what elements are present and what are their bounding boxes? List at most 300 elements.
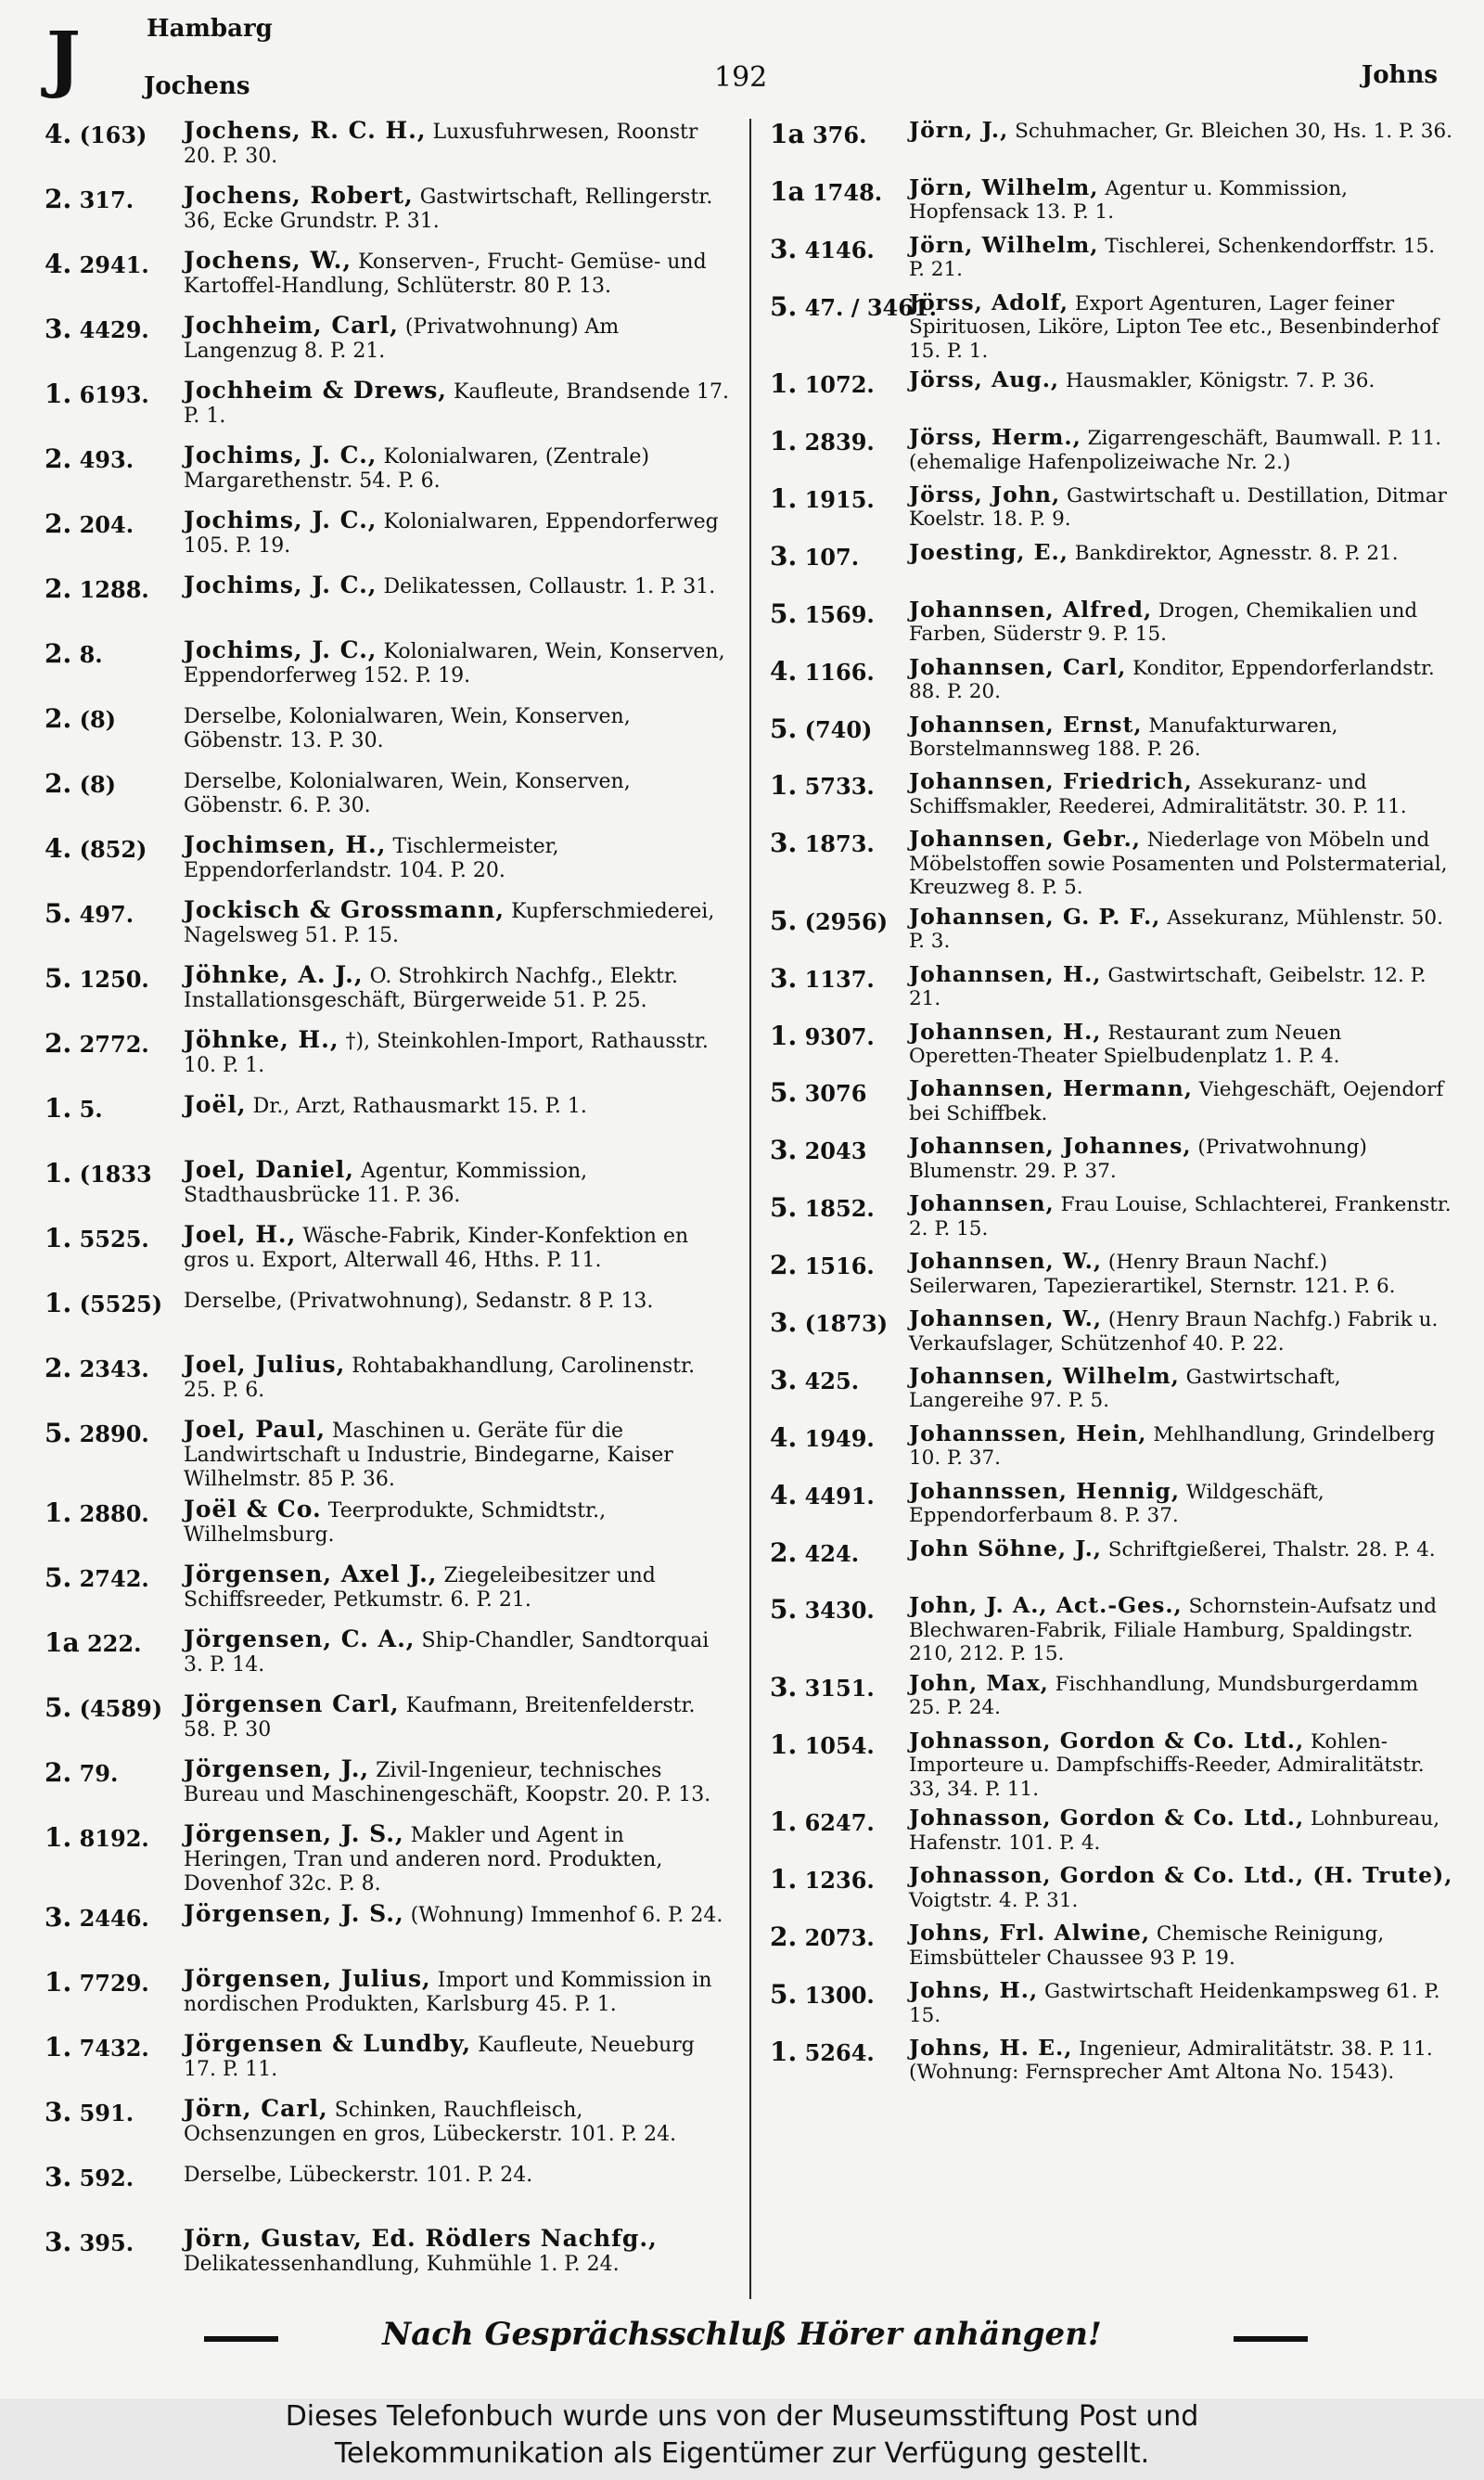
entry-exchange-zone: 3. bbox=[770, 1135, 798, 1166]
entry-body bbox=[184, 1562, 731, 1613]
entry-body bbox=[184, 379, 731, 429]
entry-body bbox=[909, 903, 1456, 954]
directory-entry bbox=[45, 963, 731, 1022]
entry-number: 1569. bbox=[804, 600, 875, 628]
header-last-name: Johns bbox=[1361, 61, 1438, 89]
entry-exchange-zone: 1a bbox=[770, 119, 805, 149]
entry-body bbox=[909, 1135, 1456, 1183]
entry-phone-number bbox=[45, 1497, 184, 1528]
entry-phone-number bbox=[45, 2227, 184, 2257]
entry-name: Joel, Daniel, bbox=[184, 1156, 354, 1183]
entry-exchange-zone: 2. bbox=[45, 1028, 72, 1059]
entry-name: Jörgensen, J., bbox=[184, 1755, 370, 1782]
entry-number: (163) bbox=[79, 122, 147, 148]
entry-number: 1915. bbox=[804, 485, 875, 513]
entry-number: 1250. bbox=[79, 966, 149, 993]
entry-exchange-zone: 1. bbox=[45, 1288, 72, 1318]
entry-exchange-zone: 1. bbox=[45, 1158, 72, 1189]
entry-details: Wildgeschäft, Eppendorferbaum 8. P. 37. bbox=[909, 1480, 1324, 1528]
entry-name: Jochimsen, H., bbox=[184, 831, 387, 858]
entry-name: Johnasson, Gordon & Co. Ltd., bbox=[909, 1805, 1305, 1831]
section-letter: J bbox=[46, 17, 81, 101]
entry-body bbox=[909, 960, 1456, 1011]
entry-number: 1748. bbox=[812, 178, 883, 206]
entry-exchange-zone: 2. bbox=[45, 508, 72, 539]
directory-entry bbox=[45, 119, 731, 178]
entry-exchange-zone: 1. bbox=[45, 2032, 72, 2062]
entry-name: Jochims, J. C., bbox=[184, 572, 377, 598]
entry-phone-number bbox=[770, 1021, 909, 1051]
entry-body bbox=[184, 2162, 731, 2188]
entry-phone-number bbox=[45, 768, 184, 799]
entry-details: Kaufleute, Brandsende 17. P. 1. bbox=[184, 380, 730, 428]
entry-details: †), Steinkohlen-Import, Rathausstr. 10. P. 1. bbox=[184, 1030, 709, 1077]
entry-body bbox=[184, 1223, 731, 1273]
entry-name: Jörss, Herm., bbox=[909, 424, 1081, 451]
entry-name: Jochens, W., bbox=[184, 247, 352, 274]
entry-exchange-zone: 1. bbox=[45, 379, 72, 409]
entry-exchange-zone: 2. bbox=[770, 1250, 798, 1281]
entry-number: 592. bbox=[79, 2165, 134, 2191]
entry-number: 5264. bbox=[804, 2038, 875, 2066]
entry-number: 4429. bbox=[79, 316, 149, 343]
entry-details: Zivil-Ingenieur, technisches Bureau und Maschinengeschäft, Koopstr. 20. P. 13. bbox=[184, 1759, 711, 1806]
directory-entry bbox=[770, 1669, 1456, 1724]
entry-name: Joel, Paul, bbox=[184, 1416, 326, 1443]
directory-entry bbox=[770, 1864, 1456, 1916]
entry-details: Hausmakler, Königstr. 7. P. 36. bbox=[1065, 369, 1375, 393]
entry-phone-number bbox=[770, 828, 909, 858]
entry-phone-number bbox=[45, 1822, 184, 1853]
entry-exchange-zone: 4. bbox=[770, 1421, 798, 1453]
entry-phone-number bbox=[45, 573, 184, 604]
entry-phone-number bbox=[770, 1537, 909, 1568]
directory-entry bbox=[770, 1422, 1456, 1474]
entry-exchange-zone: 1. bbox=[770, 1864, 798, 1895]
entry-body bbox=[909, 1192, 1456, 1240]
entry-exchange-zone: 2. bbox=[45, 1353, 72, 1383]
entry-name: John Söhne, J., bbox=[909, 1535, 1102, 1561]
entry-details: Agentur, Kommission, Stadthausbrücke 11. P. 36. bbox=[184, 1160, 588, 1207]
entry-exchange-zone: 4. bbox=[45, 119, 72, 149]
entry-exchange-zone: 4. bbox=[45, 249, 72, 279]
entry-exchange-zone: 2. bbox=[45, 703, 72, 734]
directory-entry bbox=[45, 508, 731, 568]
header-first-name: Jochens bbox=[144, 72, 250, 100]
entry-number: 5. bbox=[79, 1096, 103, 1123]
entry-phone-number bbox=[45, 1967, 184, 1998]
entry-phone-number bbox=[770, 656, 909, 687]
directory-entry bbox=[45, 2227, 731, 2286]
entry-number: (4589) bbox=[79, 1695, 163, 1722]
entry-name: Joël, bbox=[184, 1091, 247, 1118]
entry-exchange-zone: 4. bbox=[45, 833, 72, 864]
entry-name: Jörss, Aug., bbox=[909, 366, 1060, 393]
entry-details: Drogen, Chemikalien und Farben, Süderstr 9. P. 15. bbox=[909, 598, 1418, 647]
entry-number: 8. bbox=[79, 641, 103, 668]
entry-details: Zigarrengeschäft, Baumwall. P. 11. (ehemalige Hafenpolizeiwache Nr. 2.) bbox=[909, 427, 1442, 474]
entry-number: (740) bbox=[804, 715, 873, 743]
directory-entry bbox=[45, 249, 731, 308]
entry-number: (8) bbox=[79, 771, 117, 798]
entry-details: Kolonialwaren, Eppendorferweg 105. P. 19. bbox=[184, 510, 719, 558]
entry-phone-number bbox=[770, 2037, 909, 2067]
entry-phone-number bbox=[45, 703, 184, 734]
entry-exchange-zone: 3. bbox=[45, 2227, 72, 2257]
entry-body bbox=[909, 1018, 1456, 1069]
entry-exchange-zone: 5. bbox=[770, 905, 798, 936]
directory-entry bbox=[770, 1077, 1456, 1129]
directory-entry bbox=[45, 314, 731, 373]
entry-body bbox=[184, 1902, 731, 1928]
entry-body bbox=[909, 538, 1456, 566]
entry-exchange-zone: 3. bbox=[770, 828, 798, 859]
entry-phone-number bbox=[45, 1692, 184, 1723]
entry-name: Jörss, Adolf, bbox=[909, 289, 1069, 315]
entry-number: 4491. bbox=[804, 1482, 875, 1510]
entry-details: Derselbe, (Privatwohnung), Sedanstr. 8 P. 13. bbox=[184, 1290, 654, 1313]
entry-body bbox=[909, 368, 1456, 393]
entry-body bbox=[184, 1967, 731, 2017]
entry-number: 376. bbox=[812, 122, 867, 148]
entry-number: 2772. bbox=[79, 1031, 149, 1058]
entry-details: Konserven-, Frucht- Gemüse- und Kartoffel-Handlung, Schlüterstr. 80 P. 13. bbox=[184, 251, 707, 298]
entry-number: 425. bbox=[804, 1367, 860, 1394]
entry-name: Jochens, Robert, bbox=[184, 182, 414, 209]
entry-phone-number bbox=[770, 176, 909, 207]
entry-body bbox=[909, 713, 1456, 762]
page-number: 192 bbox=[714, 61, 768, 94]
entry-phone-number bbox=[45, 314, 184, 344]
entry-details: Wäsche-Fabrik, Kinder-Konfektion en gros u. Export, Alterwall 46, Hths. P. 11. bbox=[184, 1225, 689, 1272]
entry-name: Joesting, E., bbox=[909, 538, 1068, 565]
directory-entry bbox=[770, 291, 1456, 364]
entry-name: Joel, Julius, bbox=[184, 1351, 346, 1378]
entry-body bbox=[184, 2097, 731, 2147]
entry-name: Jörss, John, bbox=[909, 481, 1061, 508]
entry-name: Jörgensen, J. S., bbox=[184, 1900, 404, 1927]
entry-exchange-zone: 2. bbox=[770, 1921, 798, 1953]
entry-phone-number bbox=[45, 184, 184, 214]
entry-number: 497. bbox=[79, 901, 134, 928]
entry-name: Jochheim & Drews, bbox=[184, 377, 447, 404]
entry-details: Rohtabakhandlung, Carolinenstr. 25. P. 6. bbox=[184, 1355, 696, 1402]
entry-name: Jöhnke, H., bbox=[184, 1026, 339, 1053]
entry-body bbox=[909, 770, 1456, 818]
entry-exchange-zone: 3. bbox=[770, 540, 798, 572]
entry-number: 2880. bbox=[79, 1500, 149, 1527]
entry-exchange-zone: 1. bbox=[770, 426, 798, 457]
entry-body bbox=[184, 1093, 731, 1119]
entry-name: Johannsen, Friedrich, bbox=[909, 768, 1193, 795]
entry-exchange-zone: 3. bbox=[45, 1902, 72, 1933]
entry-body bbox=[184, 1822, 731, 1896]
entry-name: Johnasson, Gordon & Co. Ltd., bbox=[909, 1727, 1305, 1754]
entry-details: Delikatessenhandlung, Kuhmühle 1. P. 24. bbox=[184, 2253, 620, 2276]
directory-entry bbox=[45, 1223, 731, 1282]
entry-phone-number bbox=[45, 443, 184, 474]
directory-entry bbox=[770, 1018, 1456, 1073]
entry-name: Johannsen, Ernst, bbox=[909, 711, 1143, 738]
entry-body bbox=[184, 314, 731, 364]
directory-entry bbox=[45, 1288, 731, 1347]
directory-entry bbox=[770, 1477, 1456, 1532]
entry-exchange-zone: 5. bbox=[770, 1192, 798, 1224]
entry-name: Jörgensen, J. S., bbox=[184, 1820, 404, 1847]
entry-body bbox=[184, 1288, 731, 1314]
entry-phone-number bbox=[45, 1757, 184, 1788]
entry-details: Gastwirtschaft, Langereihe 97. P. 5. bbox=[909, 1365, 1341, 1413]
footer-notice bbox=[0, 2310, 1484, 2366]
directory-entry bbox=[770, 426, 1456, 478]
directory-entry bbox=[770, 483, 1456, 535]
directory-entry bbox=[45, 1497, 731, 1557]
entry-exchange-zone: 4. bbox=[770, 1479, 798, 1510]
entry-exchange-zone: 2. bbox=[45, 768, 72, 799]
entry-name: Johnasson, Gordon & Co. Ltd., (H. Trute), bbox=[909, 1862, 1453, 1889]
entry-phone-number bbox=[770, 598, 909, 629]
entry-name: Jochims, J. C., bbox=[184, 442, 377, 469]
entry-body bbox=[909, 119, 1456, 144]
entry-number: 317. bbox=[79, 186, 134, 213]
entry-number: 9307. bbox=[804, 1022, 875, 1050]
entry-details: Mehlhandlung, Grindelberg 10. P. 37. bbox=[909, 1422, 1436, 1471]
entry-number: 2839. bbox=[804, 429, 875, 456]
entry-exchange-zone: 5. bbox=[45, 1418, 72, 1448]
directory-entry bbox=[45, 703, 731, 763]
entry-name: Johannsen, H., bbox=[909, 1018, 1102, 1045]
directory-entry bbox=[45, 1028, 731, 1087]
entry-phone-number bbox=[770, 770, 909, 801]
entry-details: Ziegeleibesitzer und Schiffsreeder, Petkumstr. 6. P. 21. bbox=[184, 1564, 656, 1612]
entry-phone-number bbox=[45, 2032, 184, 2062]
entry-exchange-zone: 1. bbox=[770, 1728, 798, 1760]
entry-name: Joel, H., bbox=[184, 1221, 297, 1248]
entry-details: Viehgeschäft, Oejendorf bei Schiffbek. bbox=[909, 1078, 1444, 1125]
entry-exchange-zone: 5. bbox=[770, 290, 798, 322]
entry-exchange-zone: 5. bbox=[45, 963, 72, 994]
entry-exchange-zone: 5. bbox=[770, 1594, 798, 1625]
entry-phone-number bbox=[45, 1353, 184, 1383]
entry-phone-number bbox=[45, 1028, 184, 1059]
entry-number: 2446. bbox=[79, 1905, 149, 1932]
entry-phone-number bbox=[770, 368, 909, 399]
entry-name: John, Max, bbox=[909, 1669, 1049, 1696]
entry-body bbox=[184, 508, 731, 559]
entry-exchange-zone: 3. bbox=[770, 233, 798, 264]
directory-entry bbox=[770, 1979, 1456, 2031]
entry-exchange-zone: 5. bbox=[45, 898, 72, 929]
entry-details: Dr., Arzt, Rathausmarkt 15. P. 1. bbox=[252, 1095, 587, 1118]
entry-body bbox=[184, 2032, 731, 2082]
directory-entry bbox=[770, 1250, 1456, 1302]
entry-exchange-zone: 3. bbox=[770, 1671, 798, 1703]
entry-name: Johannsen, Carl, bbox=[909, 653, 1127, 680]
entry-details: Derselbe, Lübeckerstr. 101. P. 24. bbox=[184, 2164, 533, 2187]
entry-details: Gastwirtschaft, Geibelstr. 12. P. 21. bbox=[909, 963, 1426, 1011]
directory-entry bbox=[45, 573, 731, 633]
directory-entry bbox=[770, 1192, 1456, 1244]
entry-name: Johannsen, Wilhelm, bbox=[909, 1362, 1180, 1389]
entry-details: Kolonialwaren, (Zentrale) Margarethenstr. 54. P. 6. bbox=[184, 445, 650, 493]
entry-phone-number bbox=[770, 119, 909, 149]
entry-body bbox=[184, 2227, 731, 2277]
entry-body bbox=[184, 963, 731, 1013]
entry-exchange-zone: 1. bbox=[770, 368, 798, 400]
directory-entry bbox=[45, 1902, 731, 1961]
entry-exchange-zone: 3. bbox=[45, 2162, 72, 2192]
entry-number: 4146. bbox=[804, 236, 875, 263]
entry-phone-number bbox=[770, 1135, 909, 1165]
entry-body bbox=[184, 703, 731, 753]
entry-details: Schornstein-Aufsatz und Blechwaren-Fabrik, Filiale Hamburg, Spaldingstr. 210, 212. P. 15. bbox=[909, 1595, 1438, 1666]
entry-number: 7729. bbox=[79, 1970, 149, 1997]
entry-details: Schuhmacher, Gr. Bleichen 30, Hs. 1. P. 36. bbox=[1015, 120, 1452, 143]
entry-phone-number bbox=[45, 119, 184, 149]
entry-name: Johannsen, W., bbox=[909, 1305, 1103, 1332]
entry-phone-number bbox=[770, 426, 909, 456]
entry-details: Derselbe, Kolonialwaren, Wein, Konserven, Göbenstr. 6. P. 30. bbox=[184, 770, 631, 817]
entry-name: Jörgensen, C. A., bbox=[184, 1625, 416, 1652]
directory-entry bbox=[770, 713, 1456, 765]
entry-number: 2941. bbox=[79, 251, 149, 278]
entry-details: Chemische Reinigung, Eimsbütteler Chaussee 93 P. 19. bbox=[909, 1922, 1385, 1970]
entry-exchange-zone: 3. bbox=[45, 314, 72, 344]
footer-dash-right bbox=[1234, 2336, 1308, 2342]
directory-entry bbox=[45, 1692, 731, 1752]
entry-body bbox=[184, 1497, 731, 1548]
entry-phone-number bbox=[45, 508, 184, 539]
entry-phone-number bbox=[770, 1307, 909, 1338]
page-header bbox=[0, 0, 1484, 111]
entry-phone-number bbox=[770, 906, 909, 936]
directory-entry bbox=[45, 2032, 731, 2091]
entry-phone-number bbox=[770, 1979, 909, 2010]
entry-number: 2073. bbox=[804, 1924, 875, 1952]
entry-details: Konditor, Eppendorferlandstr. 88. P. 20. bbox=[909, 656, 1435, 704]
entry-number: 1873. bbox=[804, 830, 875, 858]
entry-phone-number bbox=[45, 1223, 184, 1253]
footer-notice-text: Nach Gesprächsschluß Hörer anhängen! bbox=[382, 2316, 1102, 2353]
entry-body bbox=[184, 119, 731, 169]
entry-details: Teerprodukte, Schmidtstr., Wilhelmsburg. bbox=[184, 1499, 607, 1547]
entry-phone-number bbox=[45, 249, 184, 279]
caption-line-2: Telekommunikation als Eigentümer zur Verfügung gestellt. bbox=[334, 2437, 1150, 2470]
directory-entry bbox=[45, 1627, 731, 1687]
entry-name: Jörn, Wilhelm, bbox=[909, 173, 1099, 200]
directory-entry bbox=[770, 119, 1456, 171]
entry-phone-number bbox=[45, 1562, 184, 1593]
entry-details: Makler und Agent in Heringen, Tran und anderen nord. Produkten, Dovenhof 32c. P. 8. bbox=[184, 1824, 663, 1895]
entry-name: Johns, H. E., bbox=[909, 2034, 1073, 2061]
entry-body bbox=[184, 184, 731, 234]
entry-details: Gastwirtschaft, Rellingerstr. 36, Ecke Grundstr. P. 31. bbox=[184, 186, 713, 233]
entry-body bbox=[909, 1422, 1456, 1471]
entry-details: (Privatwohnung) Blumenstr. 29. P. 37. bbox=[909, 1136, 1367, 1183]
entry-number: 591. bbox=[79, 2100, 134, 2127]
right-column bbox=[770, 119, 1456, 2094]
entry-number: 1137. bbox=[804, 965, 875, 993]
entry-number: (1833 bbox=[79, 1161, 152, 1188]
entry-body bbox=[909, 1979, 1456, 2027]
directory-entry bbox=[45, 379, 731, 438]
entry-details: Assekuranz- und Schiffsmakler, Reederei, Admiralitätstr. 30. P. 11. bbox=[909, 771, 1407, 818]
directory-entry bbox=[45, 638, 731, 698]
entry-phone-number bbox=[770, 1864, 909, 1895]
entry-number: 493. bbox=[79, 446, 134, 473]
directory-entry bbox=[770, 903, 1456, 957]
entry-name: Jochheim, Carl, bbox=[184, 312, 399, 339]
entry-exchange-zone: 2. bbox=[45, 443, 72, 474]
entry-exchange-zone: 2. bbox=[45, 573, 72, 604]
entry-phone-number bbox=[770, 234, 909, 264]
entry-body bbox=[909, 1077, 1456, 1125]
entry-exchange-zone: 1. bbox=[45, 1967, 72, 1998]
entry-details: O. Strohkirch Nachfg., Elektr. Installationsgeschäft, Bürgerweide 51. P. 25. bbox=[184, 965, 678, 1012]
directory-entry bbox=[770, 828, 1456, 900]
entry-details: Gastwirtschaft Heidenkampsweg 61. P. 15. bbox=[909, 1980, 1440, 2027]
entry-number: 395. bbox=[79, 2229, 134, 2256]
entry-exchange-zone: 2. bbox=[45, 184, 72, 214]
entry-body bbox=[909, 1307, 1456, 1356]
entry-details: (Wohnung) Immenhof 6. P. 24. bbox=[410, 1904, 723, 1927]
entry-phone-number bbox=[770, 1422, 909, 1453]
entry-name: Jörn, J., bbox=[909, 117, 1009, 143]
entry-exchange-zone: 3. bbox=[770, 962, 798, 994]
entry-exchange-zone: 3. bbox=[770, 1307, 798, 1339]
directory-entry bbox=[45, 184, 731, 243]
directory-entry bbox=[770, 1537, 1456, 1589]
entry-details: Kohlen-Importeure u. Dampfschiffs-Reeder, Admiralitätstr. 33, 34. P. 11. bbox=[909, 1729, 1425, 1801]
directory-entry bbox=[45, 1418, 731, 1492]
entry-number: 7432. bbox=[79, 2035, 149, 2062]
entry-exchange-zone: 5. bbox=[770, 713, 798, 744]
directory-entry bbox=[770, 1806, 1456, 1858]
entry-number: 2890. bbox=[79, 1420, 149, 1447]
directory-entry bbox=[770, 653, 1456, 708]
entry-phone-number bbox=[770, 483, 909, 514]
entry-details: Frau Louise, Schlachterei, Frankenstr. 2. P. 15. bbox=[909, 1193, 1452, 1240]
entry-body bbox=[909, 1669, 1456, 1720]
entry-body bbox=[909, 1806, 1456, 1855]
entry-details: Voigtstr. 4. P. 31. bbox=[909, 1888, 1079, 1912]
entry-phone-number bbox=[770, 1921, 909, 1952]
entry-exchange-zone: 1. bbox=[770, 1020, 798, 1051]
directory-entry bbox=[770, 1594, 1456, 1666]
directory-entry bbox=[45, 1757, 731, 1817]
directory-entry bbox=[45, 1822, 731, 1896]
entry-number: 1072. bbox=[804, 371, 875, 399]
entry-phone-number bbox=[45, 379, 184, 409]
entry-exchange-zone: 1a bbox=[45, 1627, 80, 1658]
entry-number: 47. / 3461. bbox=[804, 293, 937, 321]
entry-body bbox=[909, 1921, 1456, 1970]
entry-name: Jockisch & Grossmann, bbox=[184, 896, 505, 923]
directory-entry bbox=[45, 768, 731, 828]
entry-details: Fischhandlung, Mundsburgerdamm 25. P. 24. bbox=[909, 1672, 1419, 1720]
entry-name: John, J. A., Act.-Ges., bbox=[909, 1592, 1183, 1619]
entry-exchange-zone: 2. bbox=[770, 1536, 798, 1568]
directory-entry bbox=[770, 2034, 1456, 2088]
entry-name: Johannsen, G. P. F., bbox=[909, 903, 1161, 930]
caption-line-1: Dieses Telefonbuch wurde uns von der Museumsstiftung Post und bbox=[285, 2400, 1199, 2433]
entry-details: Ingenieur, Admiralitätstr. 38. P. 11. (Wohnung: Fernsprecher Amt Altona No. 1543). bbox=[909, 2037, 1433, 2085]
entry-body bbox=[909, 231, 1456, 282]
entry-exchange-zone: 1. bbox=[770, 482, 798, 514]
directory-entry bbox=[770, 770, 1456, 822]
entry-body bbox=[184, 573, 731, 599]
entry-number: 1054. bbox=[804, 1731, 875, 1759]
